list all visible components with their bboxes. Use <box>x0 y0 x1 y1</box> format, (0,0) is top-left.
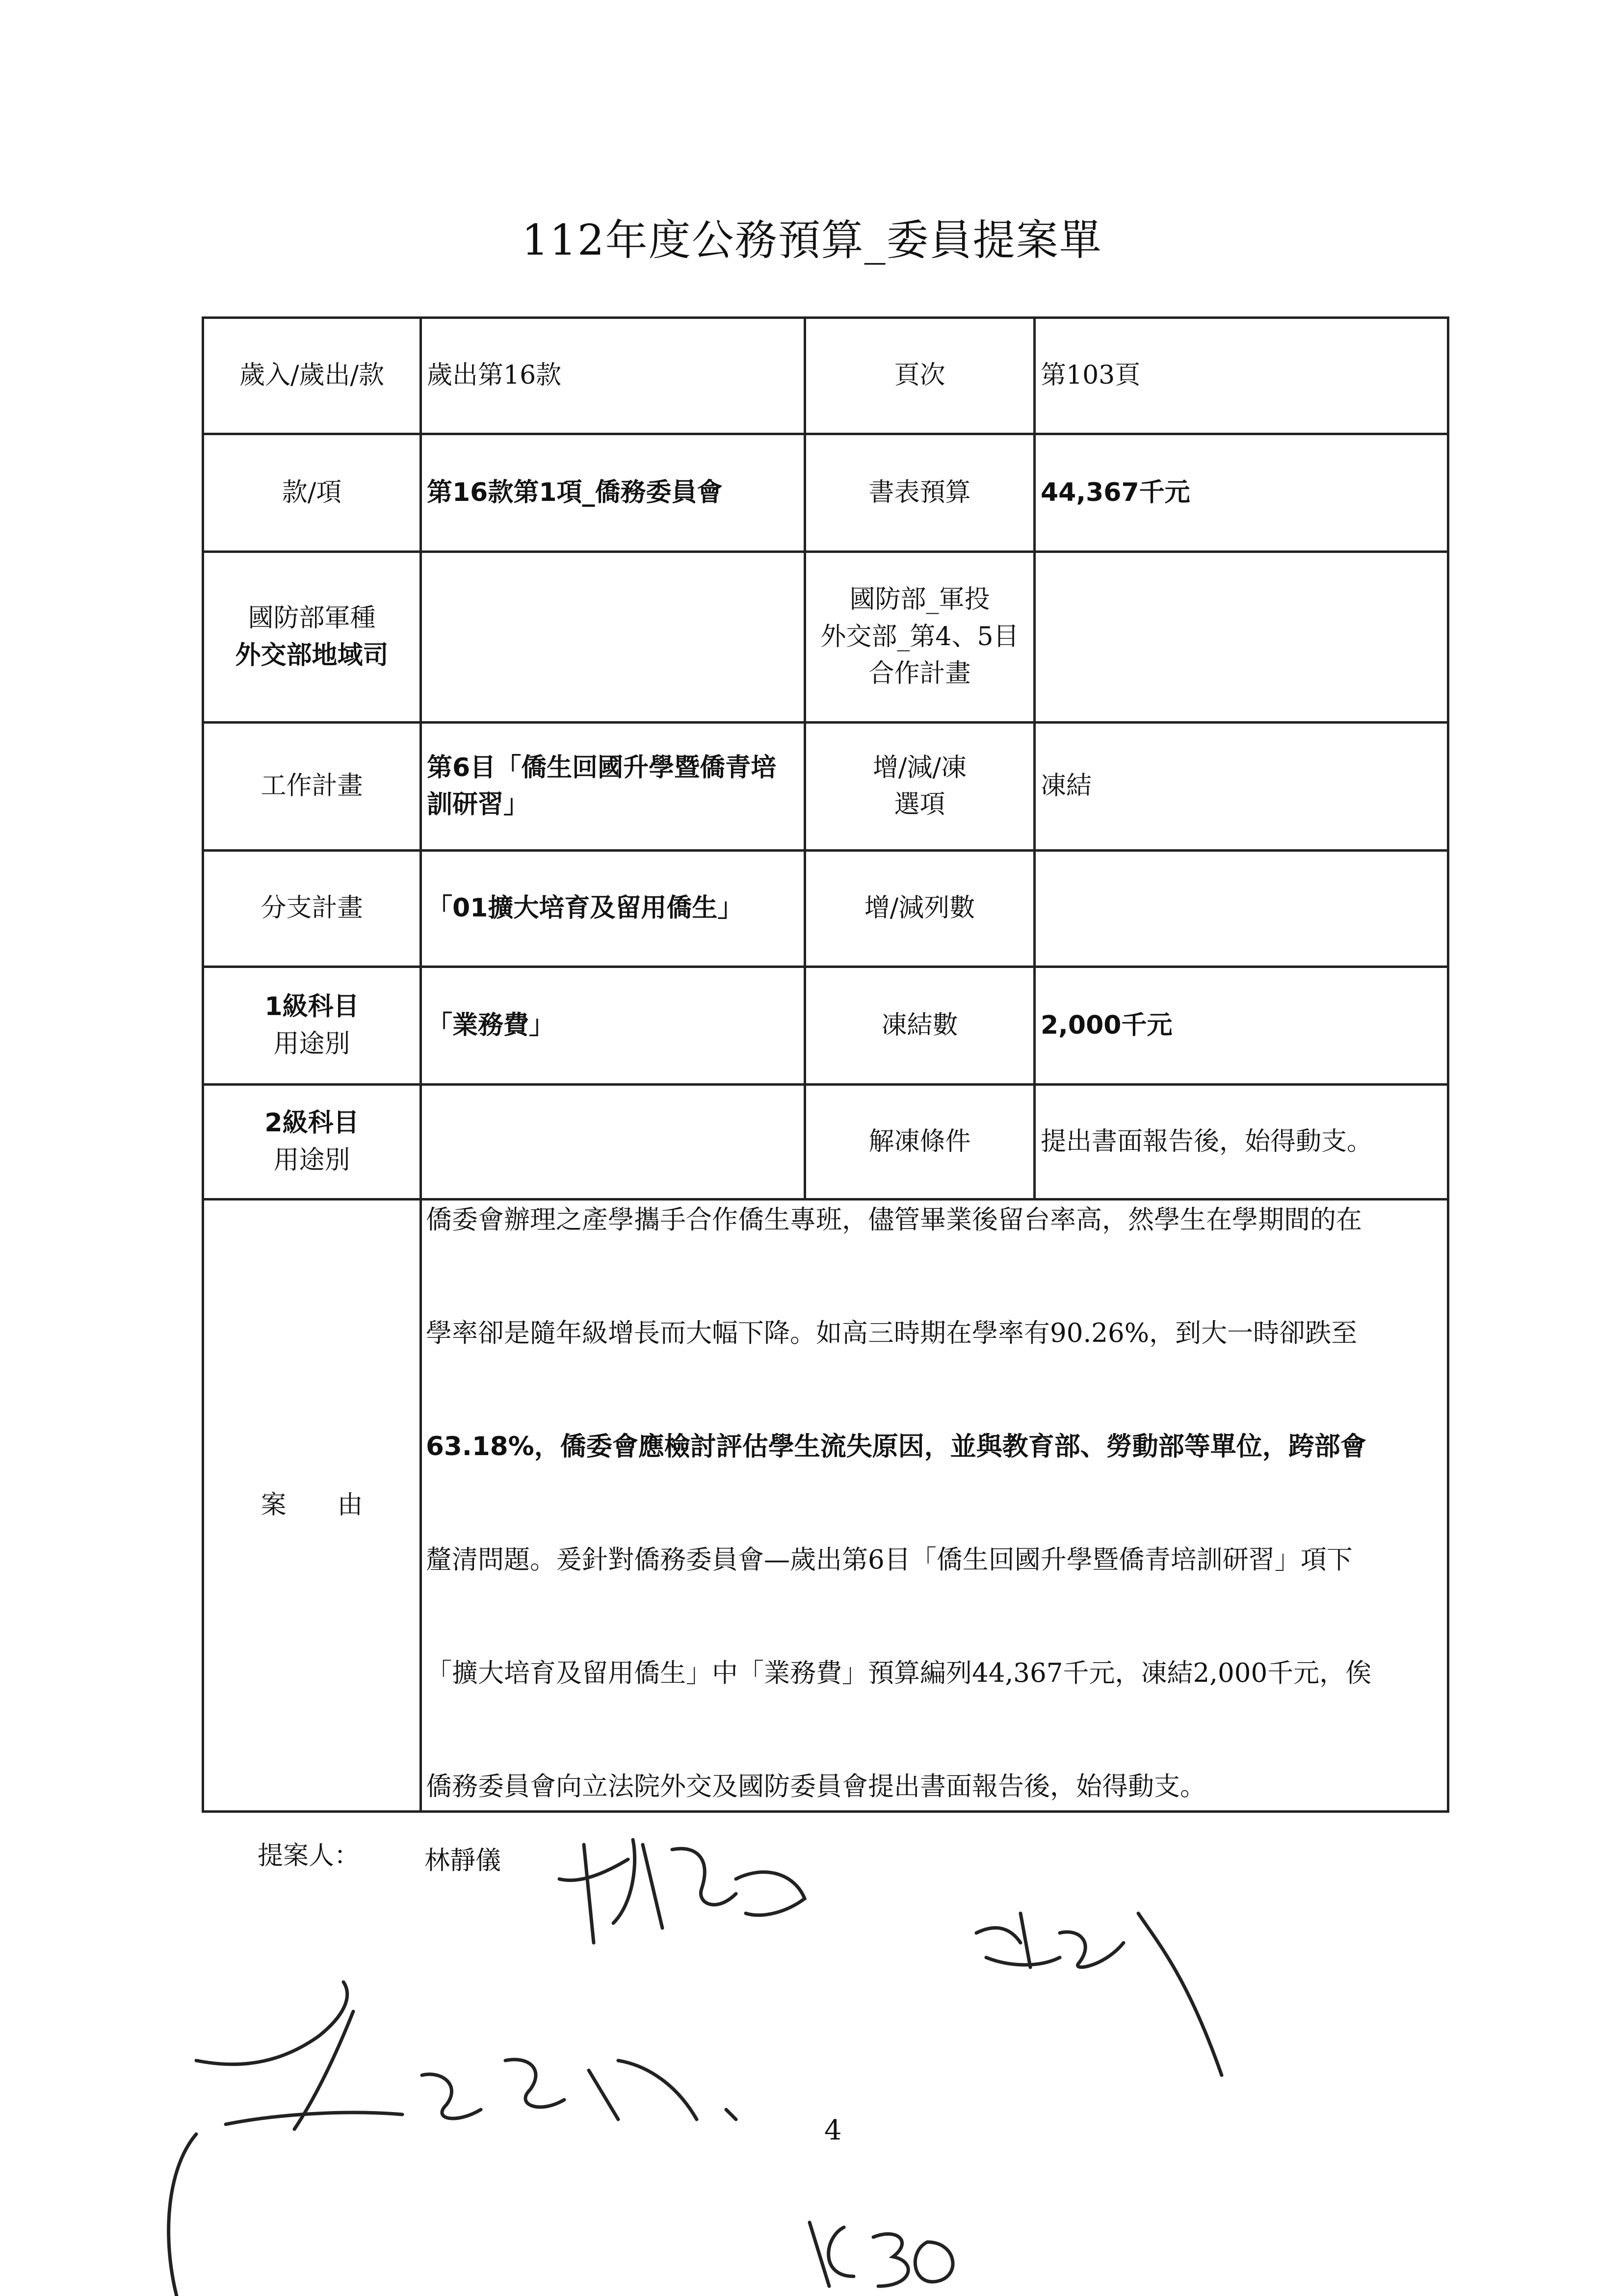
value-cell: 第16款第1項_僑務委員會 <box>421 434 805 552</box>
value-cell: 凍結 <box>1035 723 1448 851</box>
label-line: 合作計畫 <box>868 659 971 689</box>
label-cell: 書表預算 <box>805 434 1035 552</box>
label-line: 用途別 <box>273 1145 350 1175</box>
label-line: 外交部地域司 <box>235 640 389 670</box>
reason-label: 案 由 <box>203 1200 421 1812</box>
label-line: 用途別 <box>273 1029 350 1059</box>
label-cell: 增/減列數 <box>805 851 1035 967</box>
label-line: 選項 <box>894 790 945 819</box>
label-cell: 歲入/歲出/款 <box>203 318 421 434</box>
signature-2 <box>976 1913 1222 2075</box>
reason-line: 學率卻是隨年級增長而大幅下降。如高三時期在學率有90.26%，到大一時卻跌至 <box>426 1318 1358 1348</box>
handwritten-130 <box>810 2222 953 2286</box>
label-cell: 工作計畫 <box>203 723 421 851</box>
label-line: 增/減/凍 <box>872 753 967 783</box>
label-line: 國防部軍種 <box>248 603 376 633</box>
label-cell: 解凍條件 <box>805 1085 1035 1200</box>
value-cell: 提出書面報告後，始得動支。 <box>1035 1085 1448 1200</box>
value-cell: 2,000千元 <box>1035 967 1448 1085</box>
value-cell: 「業務費」 <box>421 967 805 1085</box>
value-cell: 「01擴大培育及留用僑生」 <box>421 851 805 967</box>
value-cell: 歲出第16款 <box>421 318 805 434</box>
reason-line: 「擴大培育及留用僑生」中「業務費」預算編列44,367千元，凍結2,000千元，俟 <box>426 1658 1372 1688</box>
proposer-label: 提案人： <box>258 1841 360 1871</box>
label-line: 2級科目 <box>264 1108 359 1138</box>
label-line: 國防部_軍投 <box>849 585 990 615</box>
label-cell: 凍結數 <box>805 967 1035 1085</box>
label-cell: 頁次 <box>805 318 1035 434</box>
value-cell: 第6目「僑生回國升學暨僑青培訓研習」 <box>421 723 805 851</box>
page-number: 4 <box>824 2114 842 2146</box>
proposer-name: 林靜儀 <box>424 1846 501 1876</box>
label-cell: 分支計畫 <box>203 851 421 967</box>
value-cell: 44,367千元 <box>1035 434 1448 552</box>
reason-line: 63.18%，僑委會應檢討評估學生流失原因，並與教育部、勞動部等單位，跨部會 <box>426 1432 1366 1461</box>
label-line: 外交部_第4、5目 <box>820 622 1019 652</box>
reason-line: 僑委會辦理之產學攜手合作僑生專班，儘管畢業後留台率高，然學生在學期間的在 <box>426 1205 1362 1235</box>
signature-1 <box>559 1840 805 1943</box>
signature-3 <box>169 1982 736 2296</box>
value-cell: 第103頁 <box>1035 318 1448 434</box>
reason-line: 僑務委員會向立法院外交及國防委員會提出書面報告後，始得動支。 <box>426 1772 1206 1801</box>
label-line: 1級科目 <box>264 992 359 1022</box>
reason-line: 釐清問題。爰針對僑務委員會—歲出第6目「僑生回國升學暨僑青培訓研習」項下 <box>426 1545 1353 1575</box>
label-cell: 款/項 <box>203 434 421 552</box>
page-title: 112年度公務預算_委員提案單 <box>522 216 1102 265</box>
